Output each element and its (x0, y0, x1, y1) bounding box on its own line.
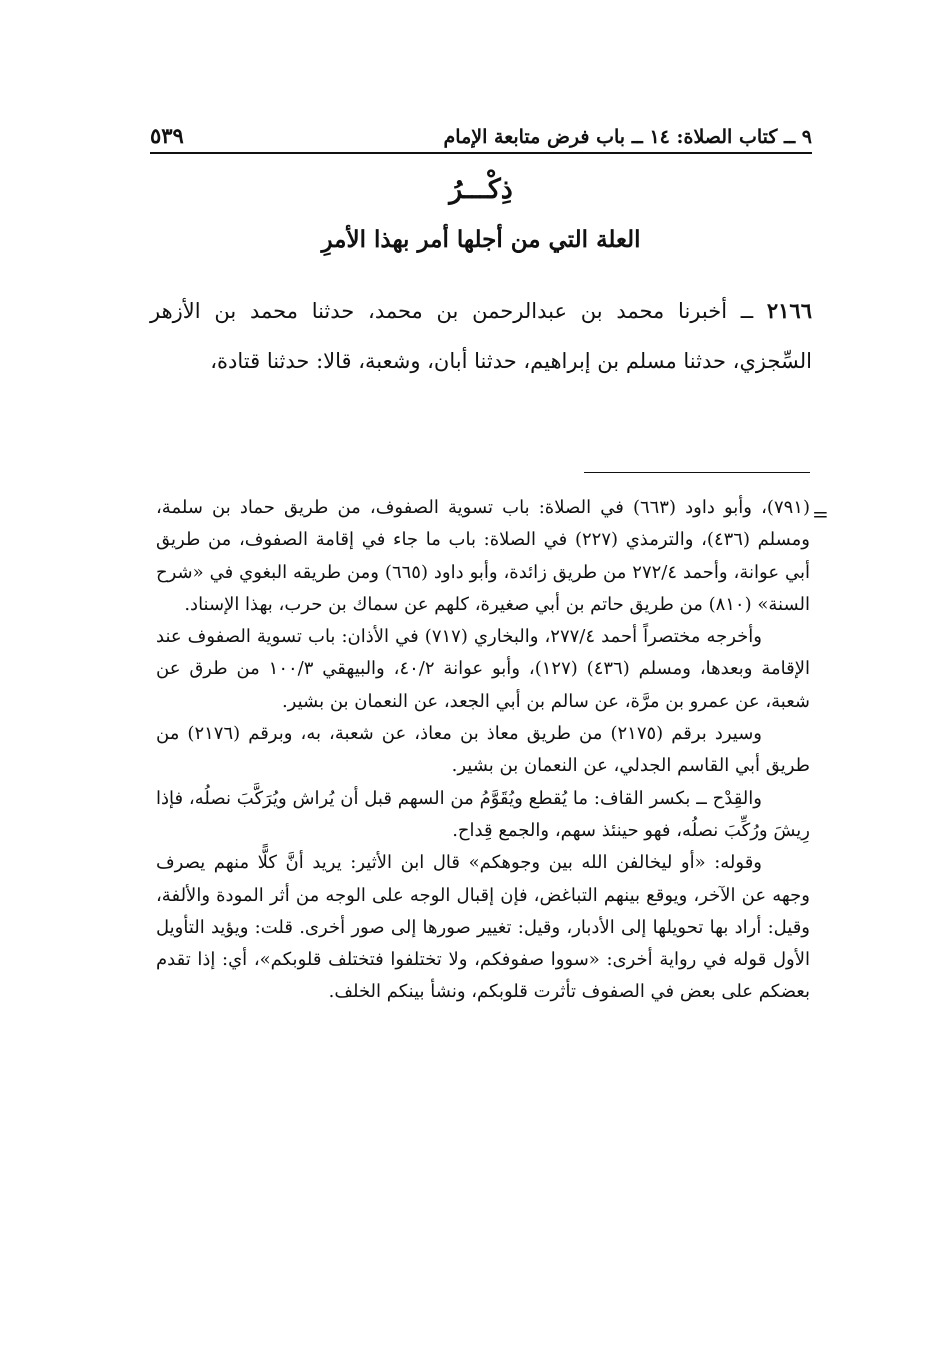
page-number: ٥٣٩ (150, 123, 184, 148)
section-subheading: العلة التي من أجلها أمر بهذا الأمرِ (321, 226, 641, 253)
footnote-paragraph: وأخرجه مختصراً أحمد ٢٧٧/٤، والبخاري (٧١٧) في الأذان: باب تسوية الصفوف عند الإقامة وبعدها، ومسلم (٤٣٦) (١٢٧)، وأبو عوانة ٤٠/٢، والبيهقي ١٠٠/٣ من طرق عن شعبة، عن عمرو بن مرَّة، عن سالم بن أبي الجعد، عن النعمان بن بشير. (156, 626, 810, 712)
footnote-rule (584, 472, 810, 473)
header-rule (150, 152, 812, 154)
section-heading: ذِكْـــرُ (449, 174, 513, 205)
footnote-paragraph: والقِدْح ــ بكسر القاف: ما يُقطع ويُقَوَّمُ من السهم قبل أن يُراش ويُرَكَّبَ نصلُه، فإذا رِيشَ ورُكِّبَ نصلُه، فهو حينئذ سهم، والجمع قِداح. (156, 787, 810, 841)
page-header (150, 112, 812, 148)
footnotes (156, 492, 810, 1009)
footnote-paragraph: وسيرد برقم (٢١٧٥) من طريق معاذ بن معاذ، عن شعبة، به، وبرقم (٢١٧٦) من طريق أبي القاسم الجدلي، عن النعمان بن بشير. (156, 723, 810, 777)
footnote-continuation-mark: = (812, 502, 829, 526)
hadith-paragraph (150, 286, 812, 386)
hadith-text: ــ أخبرنا محمد بن عبدالرحمن بن محمد، حدثنا محمد بن الأزهر السِّجزي، حدثنا مسلم بن إبراهيم، حدثنا أبان، وشعبة، قالا: حدثنا قتادة، (150, 299, 812, 373)
footnote-paragraph: (٧٩١)، وأبو داود (٦٦٣) في الصلاة: باب تسوية الصفوف، من طريق حماد بن سلمة، ومسلم (٤٣٦)، والترمذي (٢٢٧) في الصلاة: باب ما جاء في إقامة الصفوف، من طريق أبي عوانة، وأحمد ٢٧٢/٤ من طريق زائدة، وأبو داود (٦٦٥) ومن طريقه البغوي في «شرح السنة» (٨١٠) من طريق حاتم بن أبي صغيرة، كلهم عن سماك بن حرب، بهذا الإسناد. (156, 497, 811, 615)
hadith-number: ٢١٦٦ (766, 298, 812, 323)
footnote-paragraph: وقوله: «أو ليخالفن الله بين وجوهكم» قال ابن الأثير: يريد أنَّ كلًّا منهم يصرف وجهه عن الآخر، ويوقع بينهم التباغض، فإن إقبال الوجه على الوجه من أثر المودة والألفة، وقيل: أراد بها تحويلها إلى الأدبار، وقيل: تغيير صورها إلى صور أخرى. قلت: ويؤيد التأويل الأول قوله في رواية أخرى: «سووا صفوفكم، ولا تختلفوا فتختلف قلوبكم»، أي: إذا تقدم بعضكم على بعض في الصفوف تأثرت قلوبكم، ونشأ بينكم الخلف. (156, 852, 810, 1003)
running-title: ٩ ــ كتاب الصلاة: ١٤ ــ باب فرض متابعة الإمام (443, 126, 812, 148)
